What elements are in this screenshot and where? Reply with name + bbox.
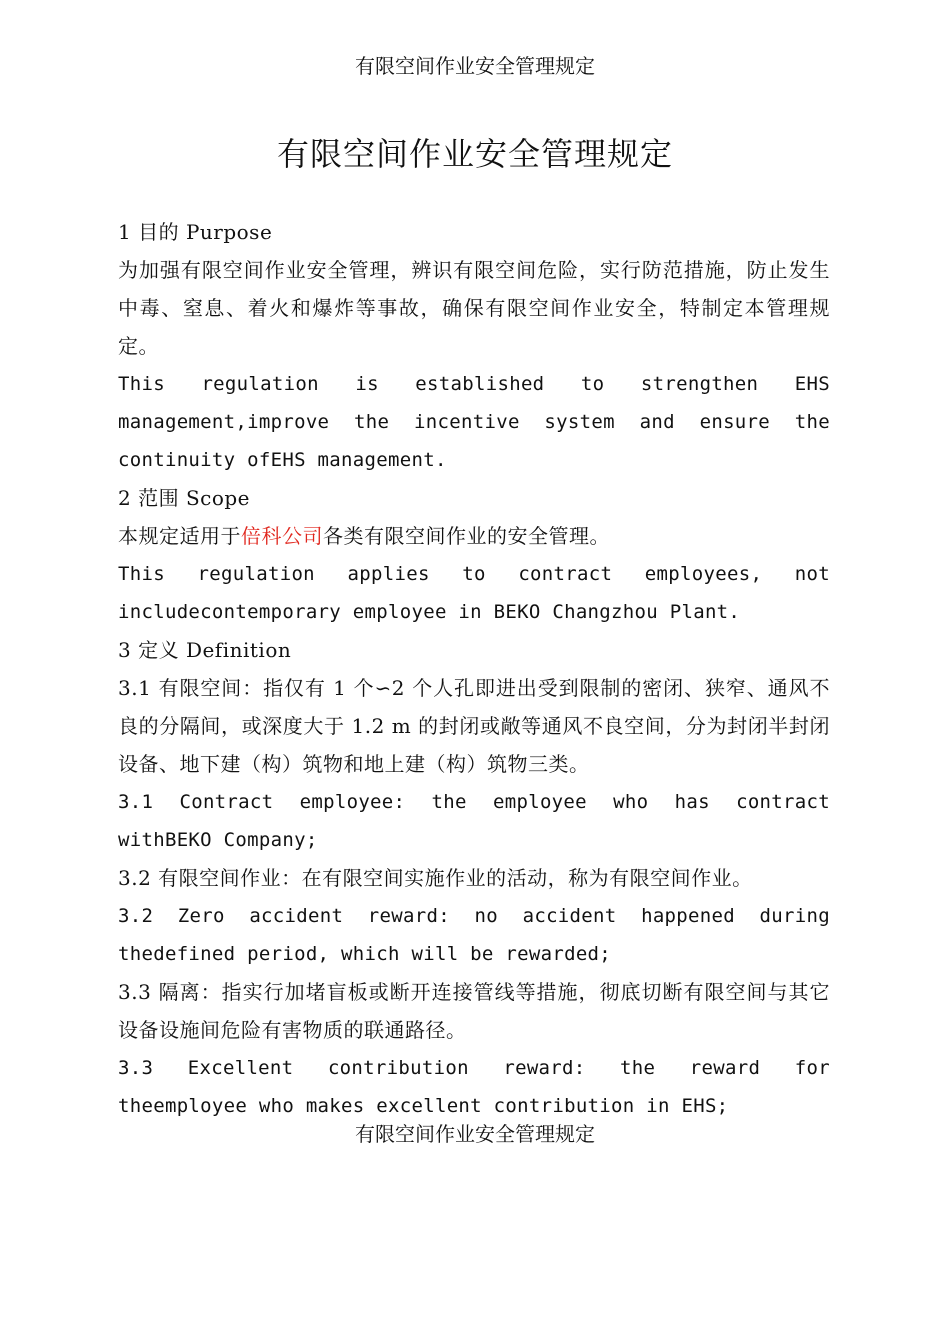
- document-body: [118, 213, 830, 1125]
- scope-paragraph-en: This regulation applies to contract employees, not includecontemporary employee in BEKO Changzhou Plant.: [118, 563, 830, 623]
- running-header: 有限空间作业安全管理规定: [355, 54, 595, 78]
- purpose-paragraph-en: This regulation is established to strengthen EHS management,improve the incentive system and ensure the continuity ofEHS management.: [118, 373, 830, 471]
- scope-text-after: 各类有限空间作业的安全管理。: [323, 524, 610, 548]
- document-title: 有限空间作业安全管理规定: [276, 135, 673, 173]
- definition-item: 3.2 Zero accident reward: no accident happened during thedefined period, which will be rewarded;: [118, 905, 830, 965]
- definition-item: 3.1 有限空间：指仅有 1 个∽2 个人孔即进出受到限制的密闭、狭窄、通风不良的分隔间，或深度大于 1.2 m 的封闭或敞等通风不良空间，分为封闭半封闭设备、地下建（构）筑物和地上建（构）筑物三类。: [118, 676, 830, 776]
- definition-item: 3.1 Contract employee: the employee who has contract withBEKO Company;: [118, 791, 830, 851]
- scope-text-before: 本规定适用于: [118, 524, 241, 548]
- purpose-paragraph-zh: 为加强有限空间作业安全管理，辨识有限空间危险，实行防范措施，防止发生中毒、窒息、着火和爆炸等事故，确保有限空间作业安全，特制定本管理规定。: [118, 258, 830, 358]
- section-heading-scope: 2 范围 Scope: [118, 486, 251, 510]
- definition-item: 3.3 隔离：指实行加堵盲板或断开连接管线等措施，彻底切断有限空间与其它设备设施间危险有害物质的联通路径。: [118, 980, 830, 1042]
- definition-item: 3.2 有限空间作业：在有限空间实施作业的活动，称为有限空间作业。: [118, 866, 753, 890]
- running-footer: 有限空间作业安全管理规定: [355, 1122, 595, 1146]
- company-name-highlight: 倍科公司: [241, 524, 323, 548]
- section-heading-definition: 3 定义 Definition: [118, 638, 292, 662]
- scope-paragraph-zh: [118, 517, 830, 555]
- section-heading-purpose: 1 目的 Purpose: [118, 220, 273, 244]
- definition-item: 3.3 Excellent contribution reward: the reward for theemployee who makes excellent contribution in EHS;: [118, 1057, 830, 1117]
